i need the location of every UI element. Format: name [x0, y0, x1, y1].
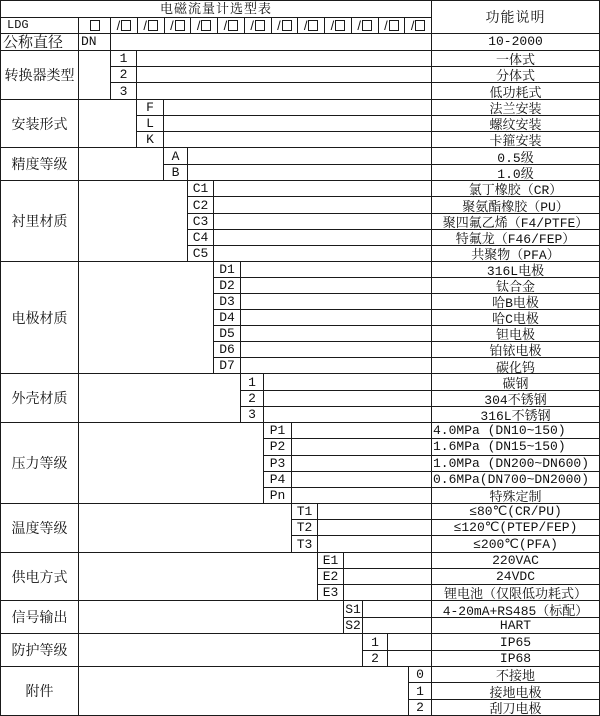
- slash-icon: /: [277, 18, 281, 33]
- code-cell: D1: [214, 262, 241, 277]
- empty-cell: [363, 601, 432, 616]
- description-cell: 刮刀电极: [489, 701, 542, 715]
- section-label: 电极材质: [1, 262, 79, 374]
- slash-icon: /: [250, 18, 254, 33]
- empty-cell: [164, 100, 432, 115]
- empty-cell: [79, 553, 318, 601]
- section: [1, 667, 599, 715]
- empty-cell: [164, 132, 432, 147]
- description-cell: ≤120℃(PTEP/FEP): [453, 520, 578, 536]
- code-cell: T2: [292, 520, 318, 535]
- ldg-box-cell: [218, 18, 245, 33]
- section-rows: [344, 601, 599, 633]
- ldg-box-cell: [245, 18, 272, 33]
- description-cell: ≤80℃(CR/PU): [469, 504, 562, 520]
- empty-cell: [137, 83, 432, 98]
- description-cell: 钛合金: [495, 280, 535, 294]
- table-row: [241, 374, 599, 389]
- section: [1, 262, 599, 375]
- description-cell: 铂铱电极: [489, 344, 542, 358]
- description-cell: 316L电极: [486, 264, 545, 278]
- code-cell: T1: [292, 504, 318, 519]
- description-cell: 0.5级: [497, 150, 534, 164]
- empty-cell: [214, 214, 432, 229]
- table-row: [214, 277, 599, 293]
- section: [1, 553, 599, 602]
- code-cell: D3: [214, 294, 241, 309]
- description-cell: 220VAC: [492, 552, 539, 568]
- checkbox-icon: [90, 20, 100, 31]
- table-row: [409, 667, 599, 682]
- description-cell: 0.6MPa(DN700~DN2000): [433, 471, 590, 487]
- empty-cell: [264, 391, 432, 406]
- description-cell: 分体式: [495, 69, 535, 83]
- checkbox-icon: [335, 20, 345, 31]
- code-cell: S1: [344, 601, 363, 616]
- description-cell: 螺纹安装: [489, 118, 542, 132]
- empty-cell: [241, 326, 432, 341]
- section: [1, 148, 599, 181]
- ldg-box-cell: [138, 18, 165, 33]
- description-cell: 一体式: [495, 53, 535, 67]
- model-prefix: LDG: [1, 18, 79, 33]
- function-column-header: 功能说明: [485, 9, 546, 25]
- table-row: [214, 309, 599, 325]
- description-cell: 特殊定制: [489, 489, 542, 503]
- empty-cell: [188, 165, 432, 180]
- table-row: [292, 535, 599, 551]
- section-rows: [318, 553, 599, 601]
- description-cell: IP65: [499, 634, 532, 650]
- description-cell: 法兰安装: [489, 101, 542, 115]
- code-cell: C4: [188, 230, 214, 245]
- table-row: [409, 699, 599, 715]
- description-cell: 聚四氟乙烯（F4/PTFE）: [442, 215, 589, 229]
- section-rows: [241, 374, 599, 422]
- table-row: [188, 213, 599, 229]
- table-row: [188, 229, 599, 245]
- empty-cell: [79, 148, 164, 180]
- empty-cell: [344, 569, 432, 584]
- section: [1, 181, 599, 262]
- code-cell: C5: [188, 246, 214, 261]
- ldg-box-cell: [405, 18, 431, 33]
- code-cell: E2: [318, 569, 344, 584]
- table-row: [363, 634, 599, 649]
- table-row: [164, 148, 599, 163]
- section-label: 转换器类型: [1, 51, 79, 99]
- code-cell: P1: [264, 423, 292, 438]
- empty-cell: [164, 116, 432, 131]
- section: [1, 100, 599, 149]
- section-rows: [214, 262, 599, 374]
- description-cell: 304不锈钢: [484, 392, 547, 407]
- code-cell: D5: [214, 326, 241, 341]
- checkbox-icon: [308, 20, 318, 31]
- code-cell: P2: [264, 439, 292, 454]
- section-rows: [409, 667, 599, 715]
- empty-cell: [388, 651, 432, 666]
- description-cell: 钽电极: [495, 328, 535, 342]
- table-row: [137, 131, 599, 147]
- code-cell: 2: [241, 391, 264, 406]
- empty-cell: [241, 294, 432, 309]
- ldg-box-cell: [111, 18, 138, 33]
- section-label: 精度等级: [1, 148, 79, 180]
- description-cell: 10-2000: [488, 34, 543, 50]
- code-cell: S2: [344, 618, 363, 633]
- empty-cell: [264, 407, 432, 422]
- section-rows: [164, 148, 599, 180]
- description-cell: 氯丁橡胶（CR）: [468, 183, 563, 197]
- ldg-box-cell: [379, 18, 406, 33]
- empty-cell: [137, 51, 432, 66]
- empty-cell: [344, 585, 432, 600]
- code-cell: 2: [363, 651, 388, 666]
- section: [1, 34, 599, 51]
- empty-cell: [79, 262, 214, 374]
- checkbox-cell: [79, 18, 111, 33]
- table-row: [214, 341, 599, 357]
- code-cell: D6: [214, 342, 241, 357]
- section: [1, 634, 599, 667]
- empty-cell: [214, 181, 432, 196]
- section-label: 衬里材质: [1, 181, 79, 261]
- ldg-box-cell: [298, 18, 325, 33]
- code-cell: 2: [111, 67, 137, 82]
- section-rows: [111, 51, 599, 99]
- checkbox-icon: [175, 20, 185, 31]
- section-label: 安装形式: [1, 100, 79, 148]
- section-rows: [264, 423, 599, 503]
- table-row: [318, 584, 599, 600]
- table-row: [214, 262, 599, 277]
- table-row: [363, 650, 599, 666]
- empty-cell: [79, 504, 292, 552]
- empty-cell: [241, 310, 432, 325]
- description-cell: 316L不锈钢: [480, 409, 551, 423]
- empty-cell: [79, 634, 363, 666]
- checkbox-icon: [362, 20, 372, 31]
- description-cell: 碳钢: [502, 376, 529, 390]
- code-cell: L: [137, 116, 164, 131]
- empty-cell: [292, 472, 432, 487]
- description-cell: 卡箍安装: [489, 134, 542, 148]
- code-cell: 1: [111, 51, 137, 66]
- code-cell: 2: [409, 700, 432, 715]
- section-label: 供电方式: [1, 553, 79, 601]
- empty-cell: [292, 456, 432, 471]
- section: [1, 374, 599, 423]
- section-label: 信号输出: [1, 601, 79, 633]
- section: [1, 601, 599, 634]
- empty-cell: [79, 181, 188, 261]
- empty-cell: [363, 618, 432, 633]
- ldg-box-cell: [352, 18, 379, 33]
- section-rows: [79, 34, 599, 50]
- table-row: [111, 66, 599, 82]
- code-cell: 3: [111, 83, 137, 98]
- empty-cell: [214, 246, 432, 261]
- table-row: [292, 504, 599, 519]
- table-row: [111, 82, 599, 98]
- checkbox-icon: [228, 20, 238, 31]
- section-label: 附件: [1, 667, 79, 715]
- code-cell: B: [164, 165, 188, 180]
- section-label: 防护等级: [1, 634, 79, 666]
- code-cell: D7: [214, 358, 241, 373]
- empty-cell: [188, 148, 432, 163]
- empty-cell: [318, 504, 432, 519]
- table-row: [264, 423, 599, 438]
- empty-cell: [79, 601, 344, 633]
- ldg-box-cell: [165, 18, 192, 33]
- table-row: [318, 553, 599, 568]
- section-rows: [137, 100, 599, 148]
- slash-icon: /: [384, 18, 388, 33]
- description-cell: 低功耗式: [489, 85, 542, 99]
- slash-icon: /: [116, 18, 121, 33]
- empty-cell: [79, 51, 111, 99]
- code-cell: 1: [409, 683, 432, 698]
- table-row: [344, 601, 599, 616]
- slash-icon: /: [303, 18, 308, 33]
- description-cell: 接地电极: [489, 685, 542, 699]
- empty-cell: [241, 342, 432, 357]
- section-label: 公称直径: [1, 34, 79, 50]
- code-cell: P3: [264, 456, 292, 471]
- slash-icon: /: [143, 18, 147, 33]
- checkbox-icon: [121, 20, 131, 31]
- empty-cell: [292, 423, 432, 438]
- code-cell: E3: [318, 585, 344, 600]
- empty-cell: [264, 374, 432, 389]
- section-label: 外壳材质: [1, 374, 79, 422]
- empty-cell: [79, 423, 264, 503]
- section-rows: [292, 504, 599, 552]
- description-cell: HART: [499, 618, 532, 634]
- checkbox-icon: [255, 20, 265, 31]
- empty-cell: [241, 358, 432, 373]
- section-rows: [188, 181, 599, 261]
- code-cell: F: [137, 100, 164, 115]
- code-cell: C2: [188, 197, 214, 212]
- empty-cell: [214, 197, 432, 212]
- code-cell: P4: [264, 472, 292, 487]
- code-cell: K: [137, 132, 164, 147]
- description-cell: ≤200℃(PFA): [473, 536, 558, 552]
- empty-cell: [111, 34, 432, 50]
- description-cell: 哈B电极: [492, 296, 539, 310]
- table-row: [264, 487, 599, 503]
- section-rows: [363, 634, 599, 666]
- table-row: [241, 390, 599, 406]
- description-cell: 1.6MPa (DN15~150): [433, 439, 566, 455]
- table-row: [214, 357, 599, 373]
- table-title: 电磁流量计选型表: [1, 1, 431, 18]
- code-cell: D4: [214, 310, 241, 325]
- table-row: [188, 196, 599, 212]
- code-cell: DN: [79, 34, 111, 50]
- checkbox-icon: [389, 20, 399, 31]
- table-row: [409, 682, 599, 698]
- ldg-box-cell: [272, 18, 299, 33]
- code-cell: 3: [241, 407, 264, 422]
- empty-cell: [241, 278, 432, 293]
- description-cell: 锂电池（仅限低功耗式）: [443, 587, 587, 601]
- table-row: [137, 100, 599, 115]
- empty-cell: [292, 488, 432, 503]
- slash-icon: /: [357, 18, 361, 33]
- code-cell: 1: [363, 634, 388, 649]
- code-cell: 1: [241, 374, 264, 389]
- description-cell: 24VDC: [495, 569, 535, 585]
- checkbox-icon: [415, 20, 425, 31]
- table-row: [264, 471, 599, 487]
- code-cell: A: [164, 148, 188, 163]
- description-cell: 共聚物（PFA）: [471, 247, 560, 261]
- code-cell: E1: [318, 553, 344, 568]
- description-cell: 1.0级: [497, 167, 534, 181]
- section: [1, 51, 599, 100]
- checkbox-icon: [148, 20, 158, 31]
- table-row: [188, 181, 599, 196]
- code-cell: D2: [214, 278, 241, 293]
- description-cell: 碳化钨: [495, 360, 535, 374]
- code-cell: C1: [188, 181, 214, 196]
- table-row: [214, 293, 599, 309]
- checkbox-icon: [201, 20, 211, 31]
- table-row: [241, 406, 599, 422]
- section: [1, 423, 599, 504]
- code-cell: T3: [292, 536, 318, 551]
- description-cell: IP68: [499, 650, 532, 666]
- section-label: 压力等级: [1, 423, 79, 503]
- table-row: [111, 51, 599, 66]
- ldg-box-cell: [325, 18, 352, 33]
- table-row: [164, 164, 599, 180]
- slash-icon: /: [170, 18, 174, 33]
- empty-cell: [214, 230, 432, 245]
- empty-cell: [79, 100, 137, 148]
- empty-cell: [318, 520, 432, 535]
- ldg-code-boxes: [111, 18, 431, 33]
- code-cell: C3: [188, 214, 214, 229]
- empty-cell: [79, 667, 409, 715]
- table-row: [264, 455, 599, 471]
- table-body: [1, 34, 599, 715]
- empty-cell: [137, 67, 432, 82]
- ldg-box-cell: [191, 18, 218, 33]
- description-cell: 不接地: [495, 669, 535, 683]
- checkbox-icon: [282, 20, 292, 31]
- table-row: [188, 245, 599, 261]
- section-label: 温度等级: [1, 504, 79, 552]
- table-row: [79, 34, 599, 50]
- table-row: [214, 325, 599, 341]
- slash-icon: /: [410, 18, 415, 33]
- code-cell: Pn: [264, 488, 292, 503]
- description-cell: 1.0MPa (DN200~DN600): [433, 455, 590, 471]
- header-left: [1, 1, 432, 33]
- table-row: [137, 115, 599, 131]
- empty-cell: [344, 553, 432, 568]
- code-cell: 0: [409, 667, 432, 682]
- empty-cell: [241, 262, 432, 277]
- description-cell: 特氟龙（F46/FEP）: [455, 231, 576, 245]
- description-cell: 哈C电极: [492, 312, 539, 326]
- table-header: [1, 1, 599, 34]
- slash-icon: /: [223, 18, 228, 33]
- empty-cell: [292, 439, 432, 454]
- empty-cell: [388, 634, 432, 649]
- description-cell: 4-20mA+RS485（标配）: [442, 603, 589, 617]
- table-row: [318, 568, 599, 584]
- empty-cell: [79, 374, 241, 422]
- slash-icon: /: [196, 18, 201, 33]
- table-row: [264, 438, 599, 454]
- section: [1, 504, 599, 553]
- table-row: [344, 617, 599, 633]
- table-row: [292, 519, 599, 535]
- ldg-row: [1, 18, 431, 33]
- description-cell: 聚氨酯橡胶（PU）: [462, 199, 569, 213]
- empty-cell: [318, 536, 432, 551]
- slash-icon: /: [330, 18, 335, 33]
- description-cell: 4.0MPa (DN10~150): [433, 423, 566, 439]
